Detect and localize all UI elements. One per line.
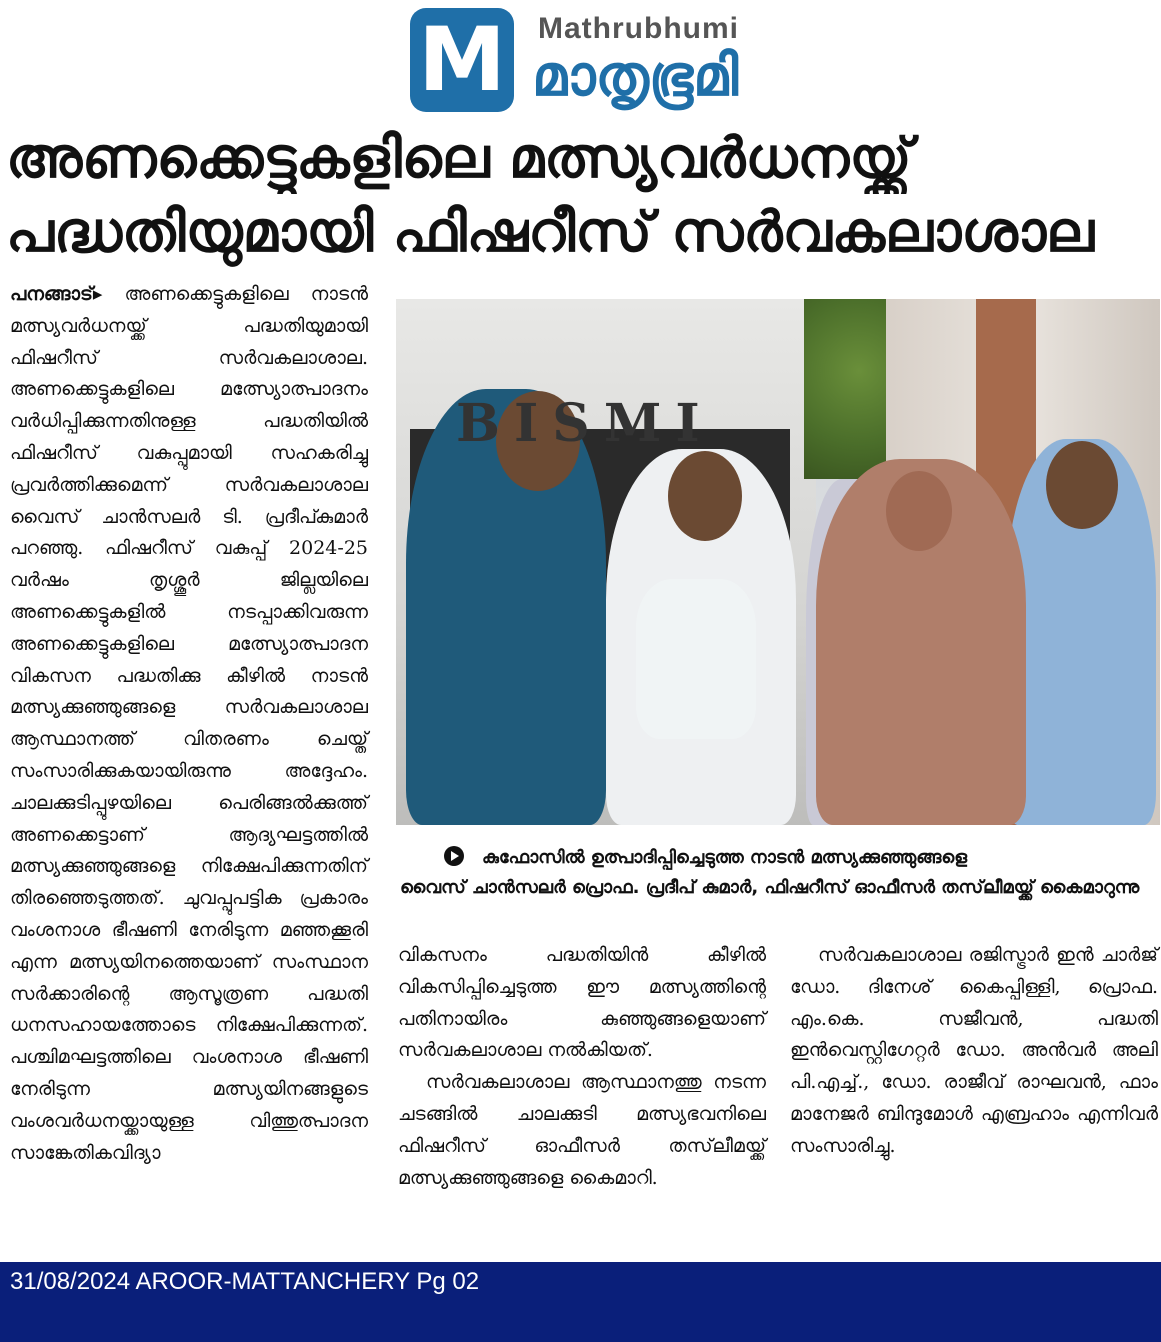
article-column-2 — [398, 940, 766, 1194]
fish-bag — [636, 579, 756, 739]
news-photo — [396, 299, 1160, 825]
masthead-logo — [410, 8, 850, 114]
head — [1046, 441, 1118, 529]
footer-edition-info: 31/08/2024 AROOR-MATTANCHERY Pg 02 — [10, 1268, 480, 1295]
column-2-paragraph-1: വികസനം പദ്ധതിയിൻ കീഴിൽ വികസിപ്പിച്ചെടുത്ത ഈ മത്സ്യത്തിന്റെ പതിനായിരം കുഞ്ഞുങ്ങളെയാണ് സർവകലാശാല നൽകിയത്. — [398, 944, 766, 1062]
column-3-paragraph-1: സർവകലാശാല രജിസ്ട്രാർ ഇൻ ചാർജ് ഡോ. ദിനേശ് കൈപ്പിള്ളി, പ്രൊഫ. എം.കെ. സജീവൻ, പദ്ധതി ഇൻവെസ്റ്റിഗേറ്റർ ഡോ. അൻവർ അലി പി.എച്ച്., ഡോ. രാജീവ് രാഘവൻ, ഫാം മാനേജർ ബിന്ദുമോൾ എബ്രഹാം എന്നിവർ സംസാരിച്ചു. — [790, 944, 1158, 1157]
article-column-3 — [790, 940, 1158, 1163]
headline-line-2: പദ്ധതിയുമായി ഫിഷറീസ് സർവകലാശാല — [6, 200, 1094, 265]
masthead-name-malayalam: മാതൃഭൂമി — [532, 44, 739, 109]
headline-line-1: അണക്കെട്ടുകളിലെ മത്സ്യവർധനയ്ക്ക് — [6, 126, 912, 191]
photo-caption — [400, 843, 1156, 903]
dateline: പനങ്ങാട്▸ — [10, 283, 103, 305]
column-2-paragraph-2: സർവകലാശാല ആസ്ഥാനത്തു നടന്ന ചടങ്ങിൽ ചാലക്കുടി മത്സ്യഭവനിലെ ഫിഷറീസ് ഓഫീസർ തസ്‌ലീമയ്ക്ക് മത്സ്യക്കുഞ്ഞുങ്ങളെ കൈമാറി. — [398, 1071, 766, 1189]
logo-badge — [410, 8, 514, 112]
head — [668, 451, 742, 541]
head — [886, 471, 952, 551]
masthead-name-english: Mathrubhumi — [538, 12, 739, 45]
logo-letter: M — [418, 8, 506, 111]
caption-line-1: കുഫോസിൽ ഉത്പാദിപ്പിച്ചെടുത്ത നാടൻ മത്സ്യക്കുഞ്ഞുങ്ങളെ — [482, 847, 968, 868]
footer-bar — [0, 1262, 1161, 1342]
caption-rest: വൈസ് ചാൻസലർ പ്രൊഫ. പ്രദീപ് കുമാർ, ഫിഷറീസ് ഓഫീസർ തസ്‌ലീമയ്ക്ക് കൈമാറുന്നു — [400, 877, 1140, 898]
truck-text: BISMI — [456, 393, 714, 454]
column-1-text: അണക്കെട്ടുകളിലെ നാടൻ മത്സ്യവർധനയ്ക്ക് പദ്ധതിയുമായി ഫിഷറീസ് സർവകലാശാല. അണക്കെട്ടുകളിലെ മത്സ്യോത്പാദനം വർധിപ്പിക്കുന്നതിനുള്ള പദ്ധതിയിൽ ഫിഷറീസ് വകുപ്പുമായി സഹകരിച്ചു പ്രവർത്തിക്കുമെന്ന് സർവകലാശാല വൈസ് ചാൻസലർ ടി. പ്രദീപ്കുമാർ പറഞ്ഞു. ഫിഷറീസ് വകുപ്പ് 2024-25 വർഷം തൃശ്ശൂർ ജില്ലയിലെ അണക്കെട്ടുകളിൽ നടപ്പാക്കിവരുന്ന അണക്കെട്ടുകളിലെ മത്സ്യോത്പാദന വികസന പദ്ധതിക്കു കീഴിൽ നാടൻ മത്സ്യക്കുഞ്ഞുങ്ങളെ സർവകലാശാല ആസ്ഥാനത്ത് വിതരണം ചെയ്ത് സംസാരിക്കുകയായിരുന്നു അദ്ദേഹം. ചാലക്കുടിപ്പുഴയിലെ പെരിങ്ങൽക്കുത്ത് അണക്കെട്ടാണ് ആദ്യഘട്ടത്തിൽ മത്സ്യക്കുഞ്ഞുങ്ങളെ നിക്ഷേപിക്കുന്നതിന് തിരഞ്ഞെടുത്തത്. ചുവപ്പുപട്ടിക പ്രകാരം വംശനാശ ഭീഷണി നേരിടുന്ന മഞ്ഞക്കൂരി എന്ന മത്സ്യയിനത്തെയാണ് സംസ്ഥാന സർക്കാരിന്റെ ആസൂത്രണ പദ്ധതി ധനസഹായത്തോടെ നിക്ഷേപിക്കുന്നത്. പശ്ചിമഘട്ടത്തിലെ വംശനാശ ഭീഷണി നേരിടുന്ന മത്സ്യയിനങ്ങളുടെ വംശവർധനയ്ക്കായുള്ള വിത്തുത്പാദന സാങ്കേതികവിദ്യാ — [10, 283, 368, 1164]
article-column-1 — [10, 279, 368, 1169]
play-bullet-icon — [444, 846, 464, 866]
